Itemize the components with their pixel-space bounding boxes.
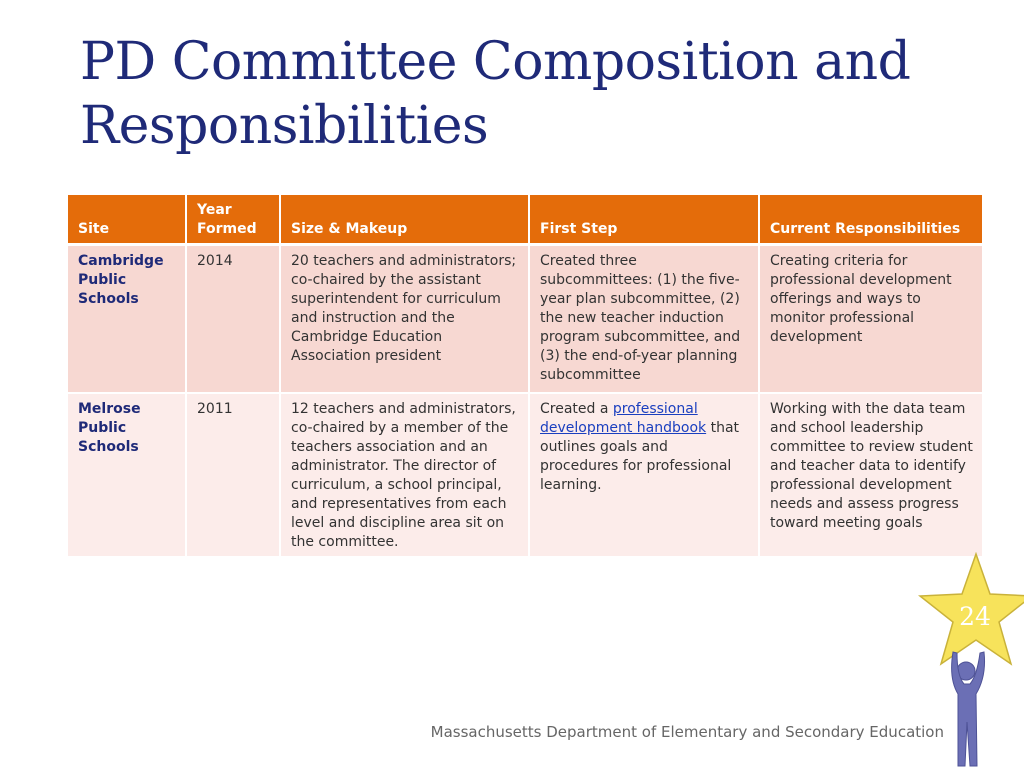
page-number: 24 — [959, 602, 991, 631]
cell-site: Cambridge Public Schools — [68, 245, 186, 394]
person-holding-star-icon — [918, 552, 1024, 768]
table-row — [68, 245, 982, 394]
cell-year: 2014 — [186, 245, 280, 394]
page-number-badge — [918, 552, 1024, 768]
header-size-makeup: Size & Makeup — [280, 195, 529, 245]
footer-organization: Massachusetts Department of Elementary and Secondary Education — [430, 723, 944, 741]
cell-first-step — [529, 393, 759, 556]
table-header-row — [68, 195, 982, 245]
header-year-formed: Year Formed — [186, 195, 280, 245]
slide-title: PD Committee Composition and Responsibilities — [80, 32, 911, 156]
header-first-step: First Step — [529, 195, 759, 245]
committee-table-container — [68, 195, 982, 556]
cell-responsibilities: Creating criteria for professional development offerings and ways to monitor professional development — [759, 245, 982, 394]
committee-table — [68, 195, 982, 556]
first-step-text-after-link: that outlines goals and procedures for professional learning. — [540, 420, 740, 493]
header-site: Site — [68, 195, 186, 245]
cell-first-step: Created three subcommittees: (1) the five-year plan subcommittee, (2) the new teacher induction program subcommittee, and (3) the end-of-year planning subcommittee — [529, 245, 759, 394]
cell-responsibilities: Working with the data team and school leadership committee to review student and teacher data to identify professional development needs and assess progress toward meeting goals — [759, 393, 982, 556]
professional-development-handbook-link[interactable]: professional development handbook — [540, 401, 707, 436]
table-row — [68, 393, 982, 556]
cell-year: 2011 — [186, 393, 280, 556]
header-current-responsibilities: Current Responsibilities — [759, 195, 982, 245]
cell-size-makeup: 20 teachers and administrators; co-chaired by the assistant superintendent for curriculum and instruction and the Cambridge Education Association president — [280, 245, 529, 394]
cell-site: Melrose Public Schools — [68, 393, 186, 556]
cell-size-makeup: 12 teachers and administrators, co-chaired by a member of the teachers association and an administrator. The director of curriculum, a school principal, and representatives from each level and discipline area sit on the committee. — [280, 393, 529, 556]
first-step-text-before-link: Created a — [540, 401, 613, 417]
